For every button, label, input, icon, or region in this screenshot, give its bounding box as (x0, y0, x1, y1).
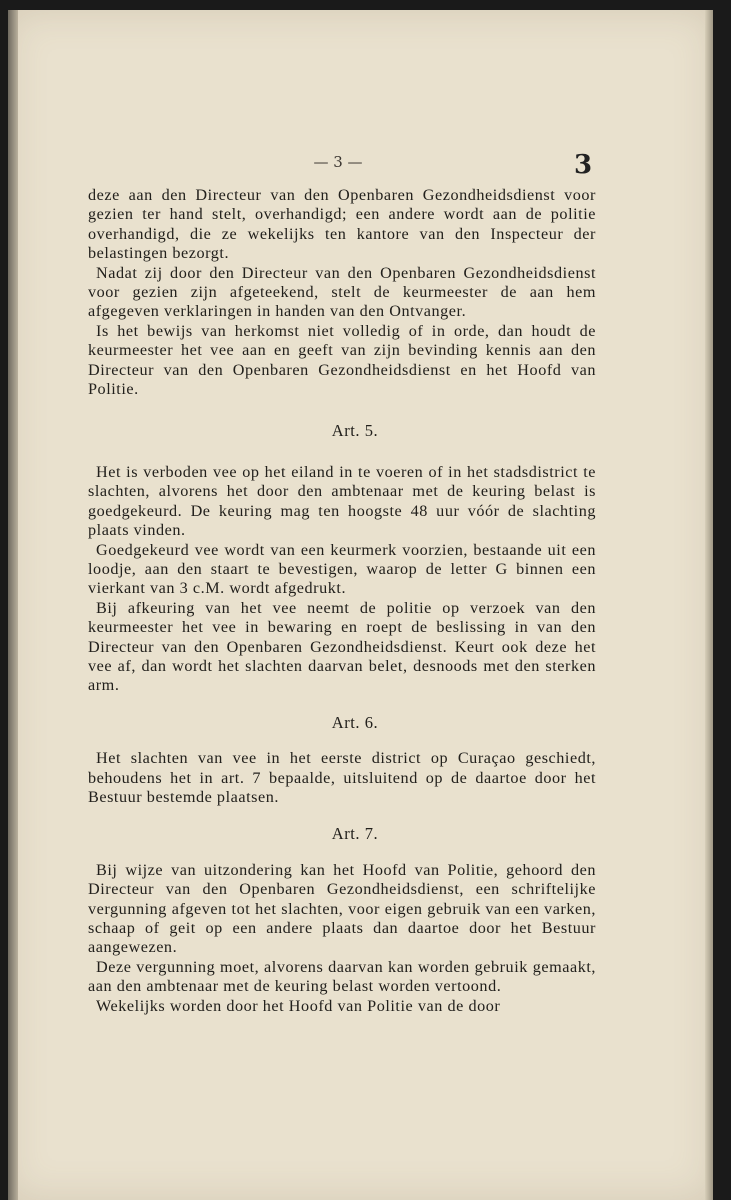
paragraph: deze aan den Directeur van den Openbaren Gezondheidsdienst voor gezien ter hand stelt, overhandigd; een andere wordt aan de politie overhandigd, die ze wekelijks ten kantore van den Inspecteur der belastingen bezorgt. (88, 186, 596, 263)
article-heading-5: Art. 5. (331, 421, 379, 441)
page-edge (705, 10, 713, 1200)
paragraph: Goedgekeurd vee wordt van een keurmerk voorzien, bestaande uit een loodje, aan den staart te bevestigen, waarop de letter G binnen een vierkant van 3 c.M. wordt afgedrukt. (88, 540, 596, 598)
paragraph: Nadat zij door den Directeur van den Openbaren Gezondheidsdienst voor gezien zijn afgeteekend, stelt de keurmeester de aan hem afgegeven verklaringen in handen van den Ontvanger. (88, 263, 596, 321)
paragraph: Is het bewijs van herkomst niet volledig of in orde, dan houdt de keurmeester het vee aan en geeft van zijn bevinding kennis aan den Directeur van den Openbaren Gezondheidsdienst en het Hoofd van Politie. (88, 321, 596, 399)
paragraph: Het is verboden vee op het eiland in te voeren of in het stadsdistrict te slachten, alvorens het door den ambtenaar met de keuring belast is goedgekeurd. De keuring mag ten hoogste 48 uur vóór de slachting plaats vinden. (88, 462, 596, 540)
paragraph: Bij afkeuring van het vee neemt de politie op verzoek van den keurmeester het vee in bewaring en roept de beslissing in van den Directeur van den Openbaren Gezondheidsdienst. Keurt ook deze het vee af, dan wordt het slachten daarvan belet, desnoods met den sterken arm. (88, 598, 596, 695)
body-text (88, 186, 596, 1016)
paragraph: Deze vergunning moet, alvorens daarvan kan worden gebruik gemaakt, aan den ambtenaar met de keuring belast worden vertoond. (88, 957, 596, 996)
paragraph: Bij wijze van uitzondering kan het Hoofd van Politie, gehoord den Directeur van den Openbaren Gezondheidsdienst, een schriftelijke vergunning afgeven tot het slachten, voor eigen gebruik van een varken, schaap of geit op een andere plaats dan daartoe door het Bestuur aangewezen. (88, 860, 596, 957)
article-heading-7: Art. 7. (331, 824, 379, 844)
page-spine-shadow (8, 10, 18, 1200)
paragraph: Het slachten van vee in het eerste district op Curaçao geschiedt, behoudens het in art. 7 bepaalde, uitsluitend op de daartoe door het Bestuur bestemde plaatsen. (88, 749, 596, 806)
running-head: — 3 — (313, 153, 363, 171)
article-heading-6: Art. 6. (331, 712, 379, 732)
page-number: 3 (574, 150, 593, 180)
scanned-page (8, 10, 713, 1200)
paragraph: Wekelijks worden door het Hoofd van Politie van de door (96, 996, 501, 1015)
